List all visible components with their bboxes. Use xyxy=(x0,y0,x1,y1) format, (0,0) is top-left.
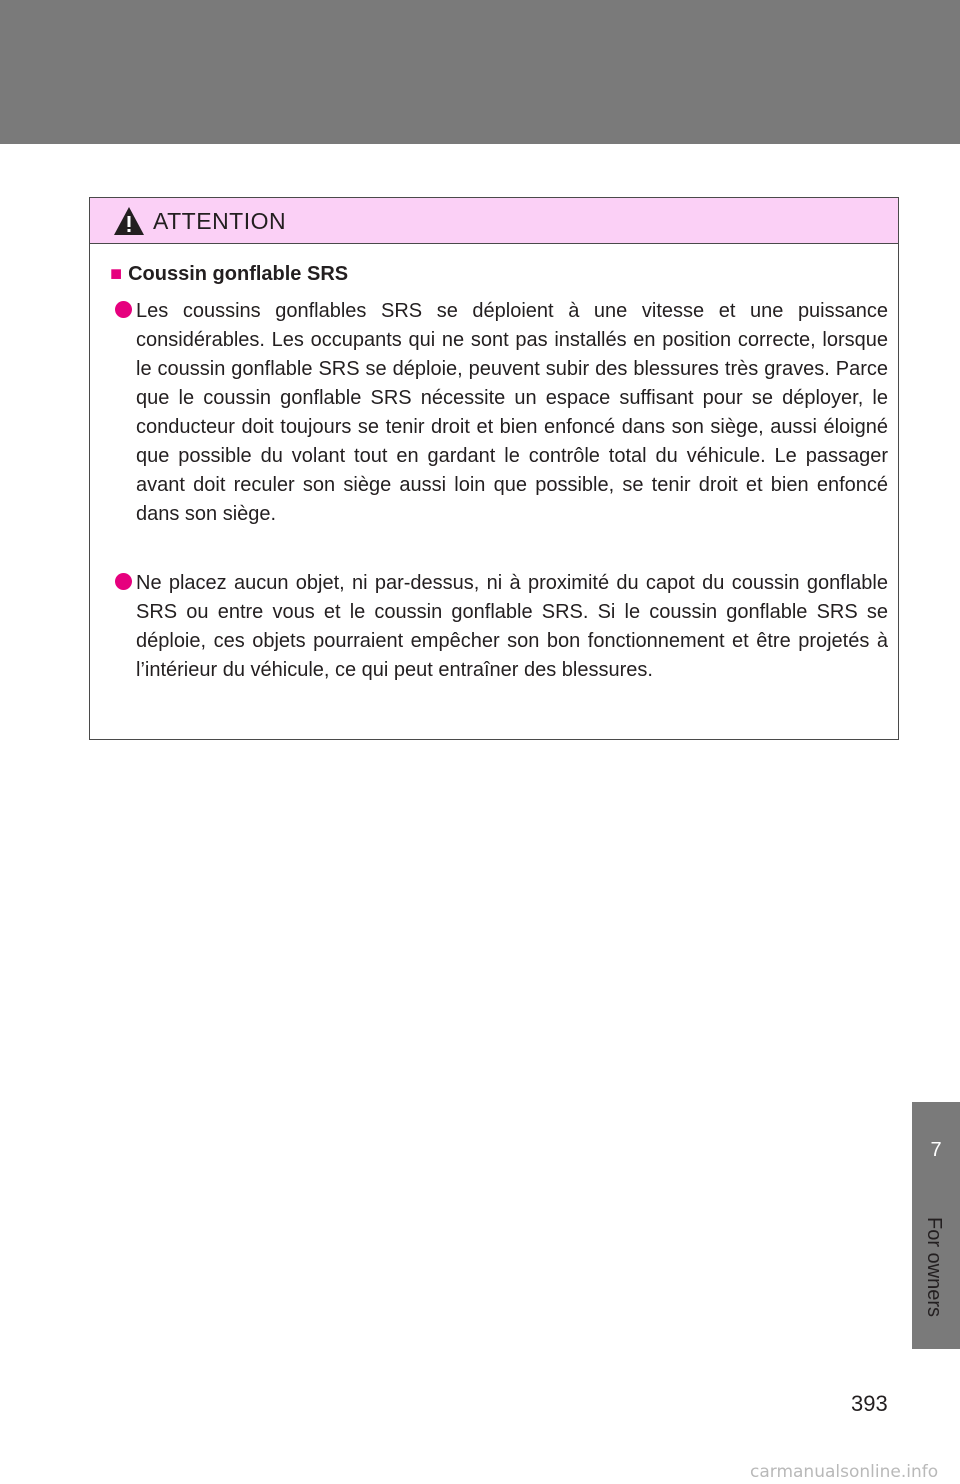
warning-triangle-icon xyxy=(113,206,145,236)
list-item xyxy=(110,297,888,529)
attention-title: ATTENTION xyxy=(153,208,287,234)
attention-header xyxy=(90,198,898,244)
attention-box xyxy=(89,197,899,740)
watermark: carmanualsonline.info xyxy=(750,1462,939,1482)
square-bullet-icon: ■ xyxy=(110,263,123,285)
top-header-band xyxy=(0,0,960,144)
chapter-number: 7 xyxy=(930,1139,942,1161)
page-number: 393 xyxy=(851,1391,888,1416)
chapter-label: For owners xyxy=(923,1217,945,1318)
circle-bullet-icon xyxy=(115,301,132,318)
section-heading xyxy=(110,261,348,287)
list-item xyxy=(110,569,888,685)
section-heading-text: Coussin gonflable SRS xyxy=(128,263,349,285)
list-item-text: Ne placez aucun objet, ni par-dessus, ni à proximité du capot du coussin gonflable SRS ou entre vous et le coussin gonflable SRS. Si le coussin gonflable SRS se déploie, ces objets pourraient empêcher son bon fonctionnement et être projetés à l’intérieur du véhicule, ce qui peut entraîner des blessures. xyxy=(136,572,888,681)
circle-bullet-icon xyxy=(115,573,132,590)
list-item-text: Les coussins gonflables SRS se déploient à une vitesse et une puissance considérables. Les occupants qui ne sont pas installés en position correcte, lorsque le coussin gonflable SRS se déploie, peuvent subir des blessures très graves. Parce que le coussin gonflable SRS nécessite un espace suffisant pour se déployer, le conducteur doit toujours se tenir droit et bien enfoncé dans son siège, aussi éloigné que possible du volant tout en gardant le contrôle total du véhicule. Le passager avant doit reculer son siège aussi loin que possible, se tenir droit et bien enfoncé dans son siège. xyxy=(136,300,888,525)
